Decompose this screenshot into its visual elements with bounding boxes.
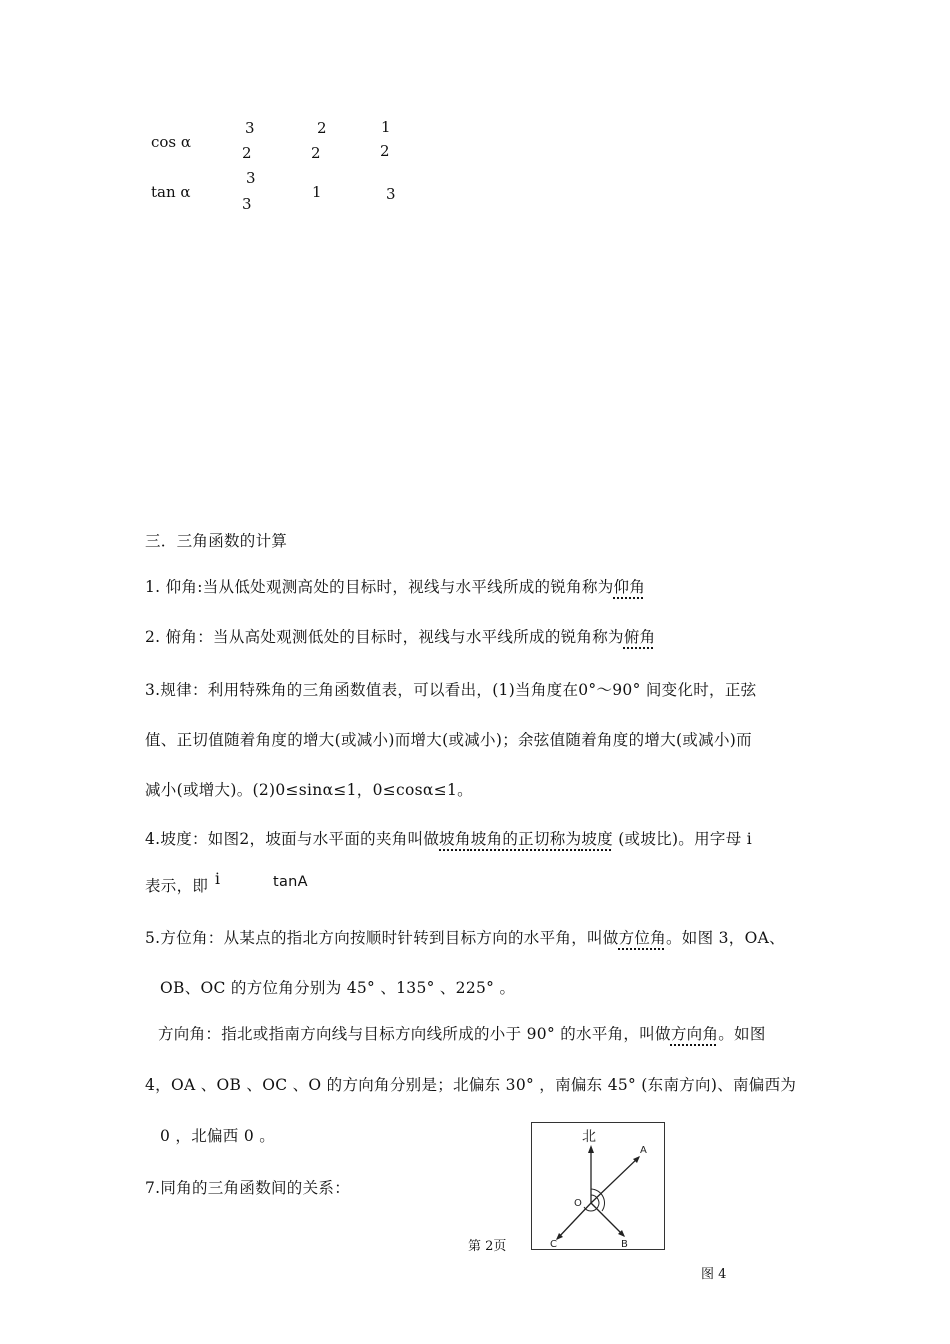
item-slope-line-1: [145, 827, 752, 849]
item-direction-line-2: 4，OA 、OB 、OC 、O 的方向角分别是；北偏东 30° ，南偏东 45° (东南方向)、南偏西为: [145, 1076, 797, 1094]
term-bearing: 方位角: [618, 929, 666, 947]
term-slope-angle: 坡角: [439, 830, 471, 848]
item-depression-angle: [145, 625, 655, 647]
item-direction-text-b: 。如图: [718, 1025, 766, 1043]
item-bearing-text-a: 5.方位角：从某点的指北方向按顺时针转到目标方向的水平角，叫做: [145, 929, 619, 947]
item-direction-line-3: 0 ，北偏西 0 。: [160, 1127, 276, 1145]
item-direction-text-a: 方向角：指北或指南方向线与目标方向线所成的小于 90° 的水平角，叫做: [158, 1025, 671, 1043]
north-arrowhead: [588, 1145, 594, 1153]
item-elevation-angle: [145, 575, 645, 597]
item-slope-text-a: 4.坡度：如图2，坡面与水平面的夹角叫做: [145, 830, 440, 848]
item-bearing-line-2: OB、OC 的方位角分别为 45° 、135° 、225° 。: [160, 979, 516, 997]
north-label: 北: [582, 1129, 596, 1145]
item-direction-line-1: [158, 1022, 766, 1044]
label-b: B: [621, 1239, 628, 1249]
item-slope-text-mid: 坡角的正切称为: [470, 830, 582, 848]
table-cell-tan-c2: 1: [312, 183, 322, 201]
item-slope-line-2: [145, 870, 308, 896]
direction-angle-diagram: [532, 1123, 664, 1249]
table-cell-tan-c3: 3: [386, 185, 396, 203]
symbol-i: i: [215, 870, 221, 888]
item-rule-line-2: 值、正切值随着角度的增大(或减小)而增大(或减小)；余弦值随着角度的增大(或减小)而: [145, 731, 752, 749]
item-bearing-text-b: 。如图 3，OA、: [666, 929, 785, 947]
table-row-label-cos: cos α: [151, 133, 192, 151]
term-slope: 坡度: [581, 830, 613, 848]
item-bearing-line-1: [145, 926, 785, 948]
item-rule-line-1: 3.规律：利用特殊角的三角函数值表，可以看出，(1)当角度在0°～90° 间变化时，正弦: [145, 681, 757, 699]
item-slope-text-c: 表示，即: [145, 877, 209, 895]
label-a: A: [640, 1145, 647, 1156]
ray-ob: [591, 1203, 624, 1236]
table-cell-cos-c2-num: 2: [317, 119, 327, 137]
label-c: C: [550, 1239, 557, 1249]
ray-oa: [591, 1157, 639, 1203]
table-cell-cos-c3-num: 1: [381, 118, 391, 136]
item-elevation-text: 1. 仰角:当从低处观测高处的目标时，视线与水平线所成的锐角称为: [145, 578, 614, 596]
term-depression-angle: 俯角: [623, 628, 656, 646]
table-cell-cos-c2-den: 2: [311, 144, 321, 162]
section-title: 三．三角函数的计算: [145, 532, 288, 550]
table-cell-cos-c1-den: 2: [242, 144, 252, 162]
figure-caption: 图 4: [701, 1267, 727, 1282]
table-row-label-tan: tan α: [151, 183, 191, 201]
table-cell-cos-c1-num: 3: [245, 119, 255, 137]
term-elevation-angle: 仰角: [613, 578, 646, 596]
table-cell-tan-c1-num: 3: [246, 169, 256, 187]
figure-4-diagram: [531, 1122, 665, 1250]
table-cell-tan-c1-den: 3: [242, 195, 252, 213]
formula-tan-a: tanA: [273, 874, 308, 890]
table-cell-cos-c3-den: 2: [380, 142, 390, 160]
term-direction-angle: 方向角: [670, 1025, 719, 1043]
item-slope-text-b: (或坡比)。用字母 i: [612, 830, 752, 848]
item-rule-line-3: 减小(或增大)。(2)0≤sinα≤1，0≤cosα≤1。: [145, 781, 473, 799]
item-depression-text: 2. 俯角：当从高处观测低处的目标时，视线与水平线所成的锐角称为: [145, 628, 624, 646]
item-trig-relations: 7.同角的三角函数间的关系：: [145, 1179, 350, 1197]
label-o: O: [574, 1198, 582, 1209]
page-number: 第 2页: [468, 1239, 507, 1254]
